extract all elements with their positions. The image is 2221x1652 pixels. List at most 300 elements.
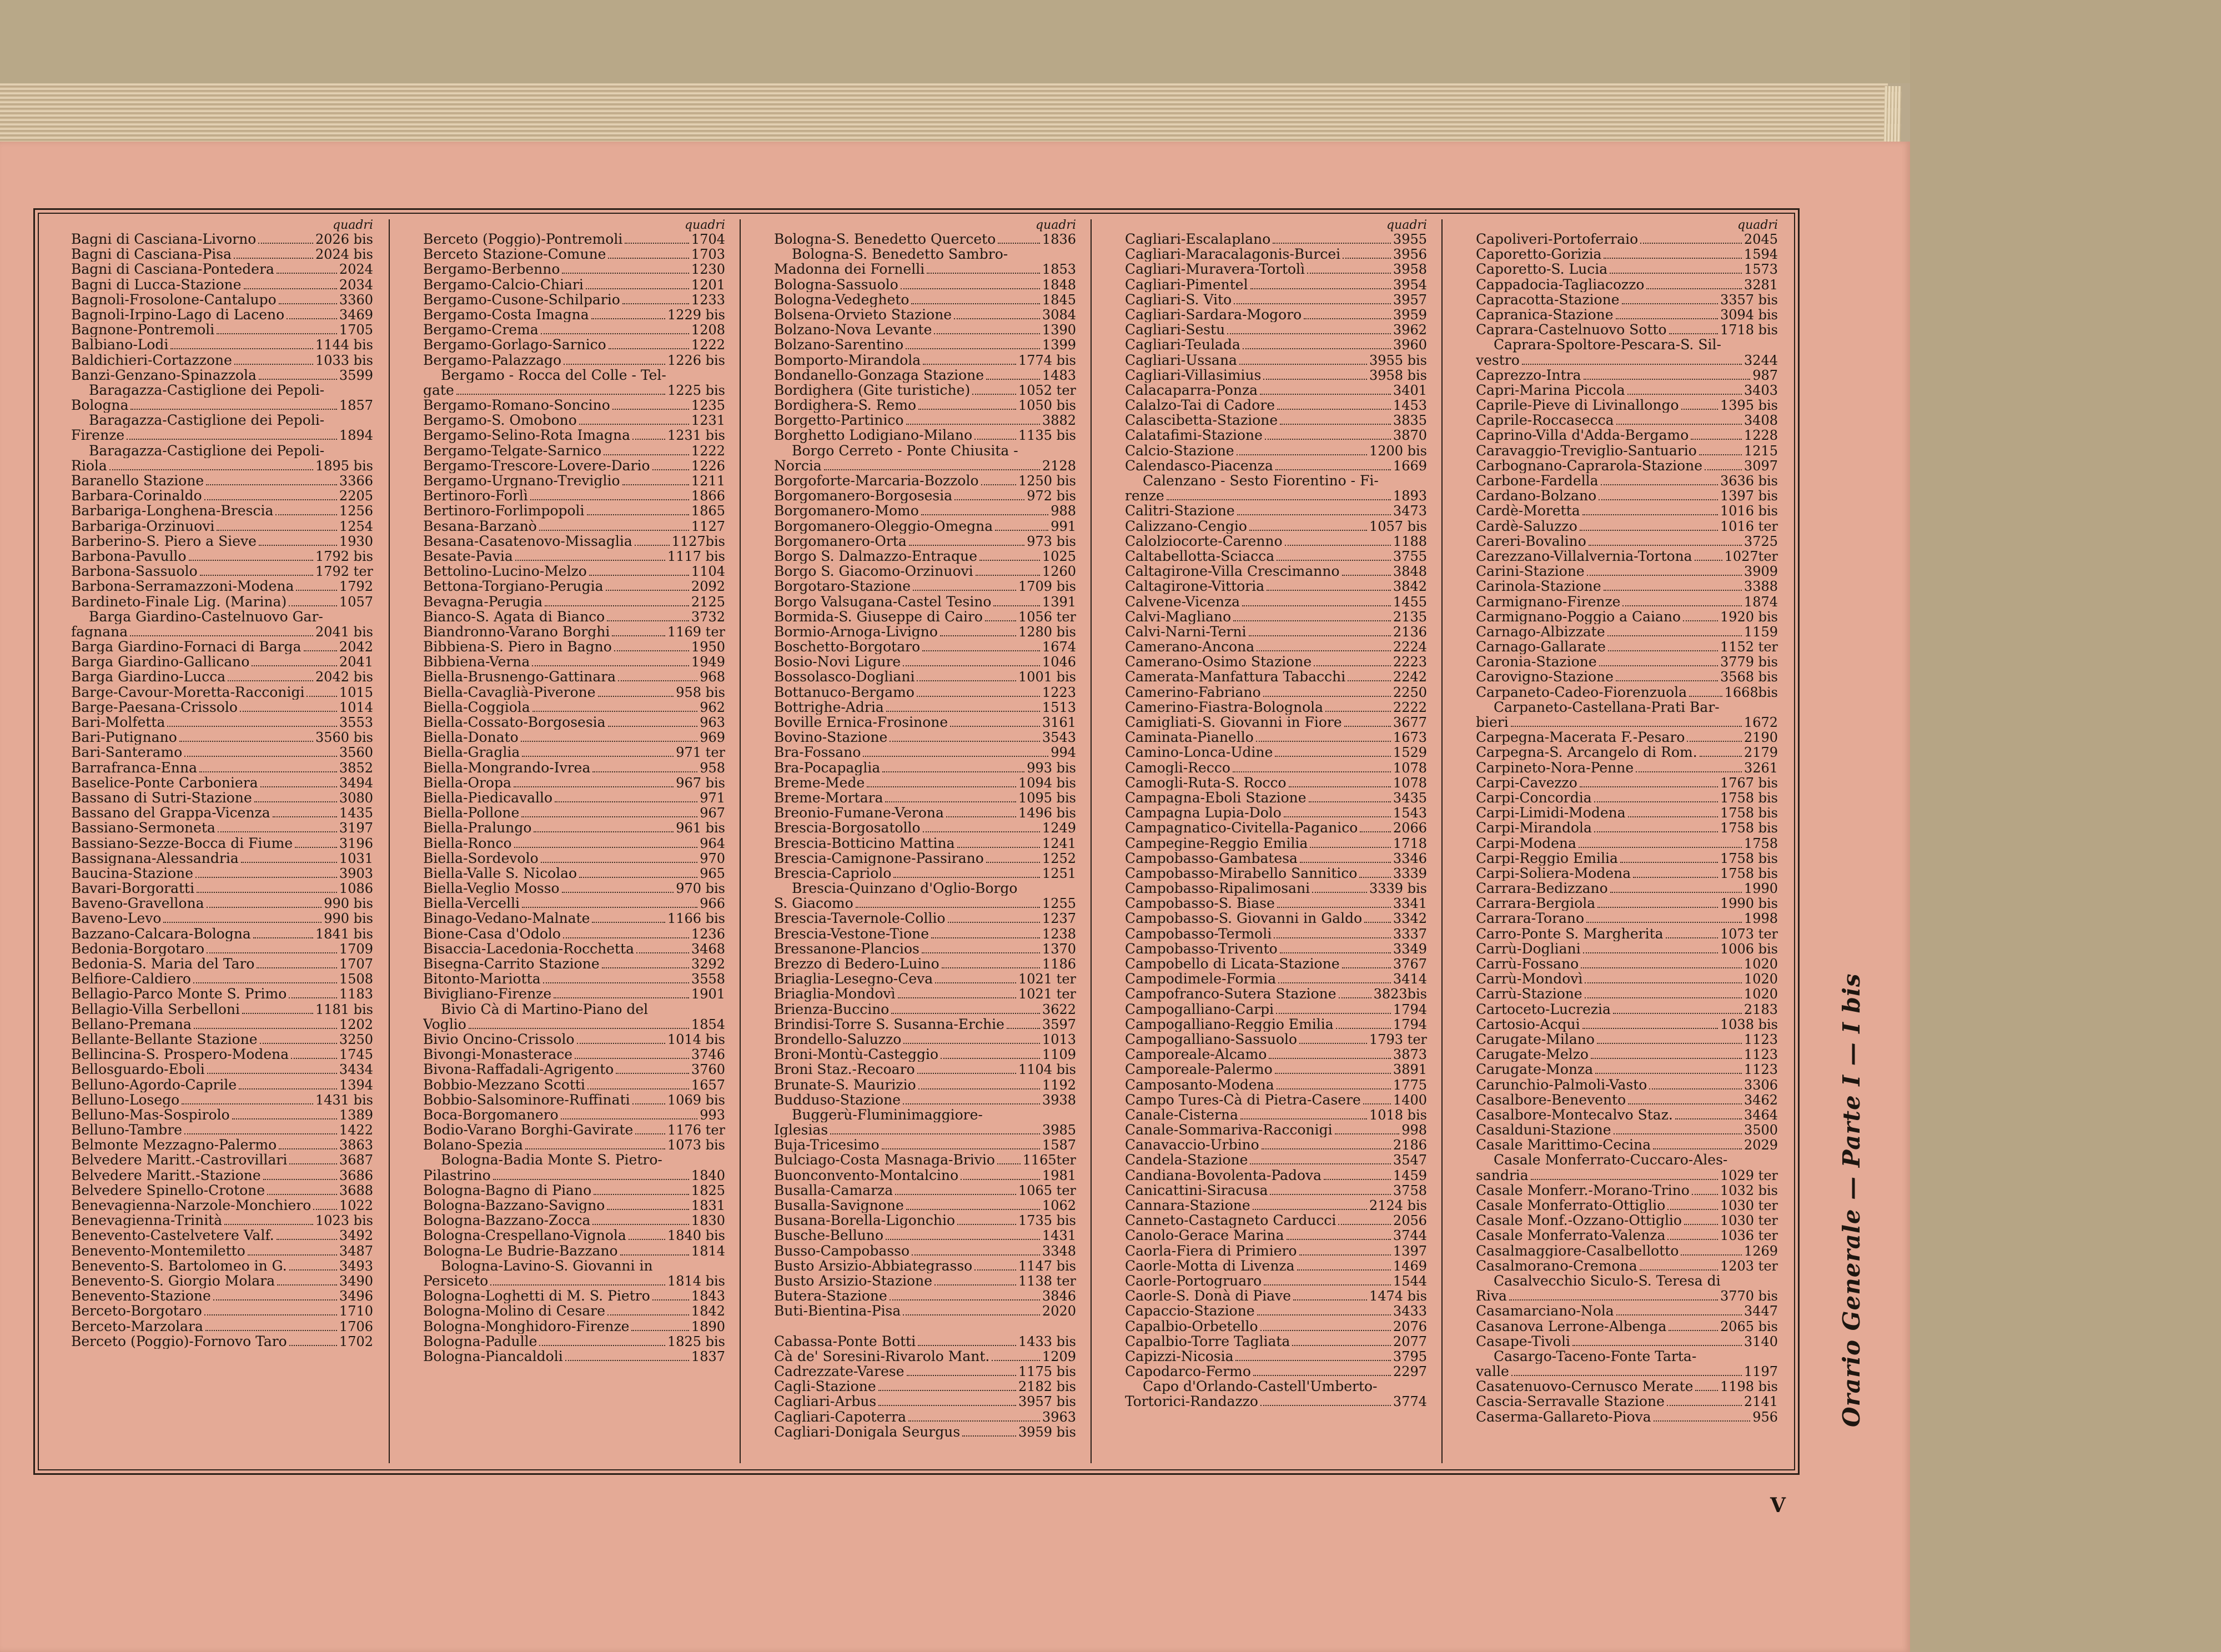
route-name: Bologna-Monghidoro-Firenze [423, 1318, 630, 1334]
quadro-number: 1483 [1042, 367, 1076, 383]
route-name: Caprile-Roccasecca [1476, 413, 1614, 428]
index-entry [1443, 1198, 1787, 1213]
route-name: Caravaggio-Treviglio-Santuario [1476, 443, 1697, 458]
index-entry [1443, 1077, 1787, 1092]
route-name: Capodarco-Fermo [1125, 1364, 1251, 1379]
route-name: Besana-Barzanò [423, 518, 537, 534]
route-name: Bellano-Premana [71, 1016, 192, 1032]
quadro-number: 1391 [1042, 594, 1076, 610]
quadro-number: 2297 [1393, 1364, 1427, 1380]
dot-leader [184, 1133, 337, 1134]
quadro-number: 1169 ter [667, 624, 725, 640]
index-entry [741, 1409, 1085, 1424]
route-name: Buggerù-Fluminimaggiore- [792, 1107, 983, 1123]
index-entry [390, 1152, 734, 1167]
index-entry [390, 1062, 734, 1077]
index-entry [390, 353, 734, 368]
route-name: Busche-Belluno [774, 1228, 884, 1243]
dot-leader [622, 303, 689, 304]
dot-leader [1277, 1088, 1391, 1089]
quadri-header: quadri [1035, 219, 1076, 232]
quadro-number: 3957 [1393, 292, 1427, 308]
route-name: Boschetto-Borgotaro [774, 639, 921, 655]
index-entry [1443, 1228, 1787, 1243]
index-entry [741, 805, 1085, 820]
dot-leader [890, 1299, 1040, 1300]
dot-leader [1691, 439, 1742, 440]
index-entry [38, 247, 382, 262]
dot-leader [1511, 1375, 1742, 1376]
quadro-number: 2250 [1393, 684, 1427, 700]
route-name: Carro-Ponte S. Margherita [1476, 926, 1664, 941]
route-name: Baragazza-Castiglione dei Pepoli- [89, 413, 325, 428]
route-name: Campobasso-S. Giovanni in Galdo [1125, 911, 1363, 926]
route-name: Carbone-Fardella [1476, 473, 1599, 489]
dot-leader [922, 650, 1040, 651]
index-entry [390, 730, 734, 745]
index-entry [1092, 277, 1436, 292]
route-name: Bardineto-Finale Lig. (Marina) [71, 594, 287, 609]
dot-leader [1653, 1148, 1742, 1149]
route-name: Bologna-Bazzano-Zocca [423, 1213, 591, 1228]
dot-leader [240, 711, 337, 712]
dot-leader [493, 1179, 689, 1180]
dot-leader [1700, 756, 1742, 757]
dot-leader [1304, 318, 1391, 319]
quadro-number: 1390 [1042, 322, 1076, 338]
dot-leader [940, 635, 1016, 636]
quadro-number: 2205 [339, 488, 373, 504]
page-number: V [1770, 1494, 1786, 1517]
index-entry [741, 669, 1085, 684]
quadro-number: 1046 [1042, 654, 1076, 670]
dot-leader [563, 937, 689, 938]
route-name: Bra-Pocapaglia [774, 760, 881, 775]
quadro-number: 3963 [1042, 1409, 1076, 1425]
quadro-number: 970 [700, 850, 725, 866]
quadro-number: 3337 [1393, 926, 1427, 942]
index-entry [741, 956, 1085, 971]
dot-leader [1687, 741, 1742, 742]
index-entry [1443, 383, 1787, 398]
dot-leader [981, 484, 1016, 485]
route-name: Buti-Bientina-Pisa [774, 1303, 901, 1319]
quadro-number: 1254 [339, 518, 373, 534]
index-entry [1443, 730, 1787, 745]
dot-leader [1274, 937, 1391, 938]
dot-leader [974, 1269, 1016, 1271]
dot-leader [224, 1224, 313, 1225]
index-entry [1443, 639, 1787, 654]
quadro-number: 1866 [691, 488, 725, 504]
quadro-number: 3401 [1393, 382, 1427, 398]
route-name: Bagni di Casciana-Pontedera [71, 262, 274, 277]
dot-leader [1675, 1118, 1742, 1119]
index-entry [1092, 232, 1436, 247]
quadro-number: 3357 bis [1720, 292, 1778, 308]
dot-leader [277, 1239, 337, 1240]
route-name: Borgomanero-Borgosesia [774, 488, 953, 504]
route-name: Barberino-S. Piero a Sieve [71, 533, 257, 549]
quadro-number: 3755 [1393, 548, 1427, 564]
index-entry [741, 851, 1085, 866]
quadro-number: 993 bis [1027, 760, 1076, 776]
index-entry [741, 700, 1085, 715]
quadro-number: 1104 bis [1018, 1062, 1076, 1078]
quadro-number: 962 [700, 699, 725, 715]
index-entry [741, 1002, 1085, 1017]
route-name: Capranica-Stazione [1476, 307, 1614, 323]
index-entry [390, 971, 734, 986]
quadro-number: 1030 ter [1720, 1213, 1778, 1229]
route-name: Berceto (Poggio)-Fornovo Taro [71, 1333, 287, 1349]
quadro-number: 1208 [691, 322, 725, 338]
index-entry [741, 1364, 1085, 1379]
dot-leader [1324, 1179, 1391, 1180]
index-entry [1443, 1364, 1787, 1379]
index-entry [741, 232, 1085, 247]
quadro-number: 1399 [1042, 337, 1076, 353]
route-name: Bottanuco-Bergamo [774, 684, 914, 700]
quadro-number: 1758 bis [1720, 820, 1778, 836]
route-name: Barga Giardino-Fornaci di Barga [71, 639, 302, 655]
route-name: vestro [1476, 352, 1520, 368]
dot-leader [1699, 454, 1742, 455]
quadro-number: 1014 bis [667, 1031, 725, 1047]
dot-leader [1667, 1239, 1718, 1240]
route-name: Caorle-S. Donà di Piave [1125, 1288, 1292, 1304]
quadro-number: 2056 [1393, 1213, 1427, 1229]
route-name: S. Giacomo [774, 896, 853, 911]
dot-leader [587, 514, 689, 515]
route-name: Bisaccia-Lacedonia-Rocchetta [423, 941, 635, 957]
dot-leader [1262, 1148, 1391, 1149]
dot-leader [652, 1299, 689, 1300]
dot-leader [1249, 635, 1391, 636]
index-entry [390, 1047, 734, 1062]
index-entry [38, 443, 382, 458]
index-entry [1092, 1183, 1436, 1198]
index-entry [390, 1002, 734, 1017]
index-entry [390, 1258, 734, 1273]
quadro-number: 1758 [1743, 835, 1778, 851]
index-entry [390, 413, 734, 428]
dot-leader [241, 862, 337, 863]
index-entry [1092, 1092, 1436, 1107]
quadro-number: 2182 bis [1018, 1379, 1076, 1395]
quadro-number: 3388 [1743, 579, 1778, 595]
dot-leader [1285, 545, 1391, 546]
dot-leader [1589, 545, 1742, 546]
quadro-number: 1709 bis [1018, 579, 1076, 595]
quadro-number: 1230 [691, 262, 725, 278]
index-entry [741, 1152, 1085, 1167]
route-name: Briaglia-Lesegno-Ceva [774, 971, 933, 987]
index-entry [390, 383, 734, 398]
quadro-number: 1496 bis [1018, 805, 1076, 821]
index-entry [390, 1168, 734, 1183]
quadro-number: 1710 [339, 1303, 373, 1319]
index-entry [1092, 534, 1436, 549]
route-name: Benevento-Montemiletto [71, 1243, 245, 1258]
quadro-number: 3366 [339, 473, 373, 489]
dot-leader [127, 439, 337, 440]
quadro-number: 1453 [1393, 398, 1427, 414]
dot-leader [1667, 1209, 1718, 1210]
route-name: Casape-Tivoli [1476, 1333, 1570, 1349]
quadro-number: 1890 [691, 1318, 725, 1334]
dot-leader [1595, 1073, 1742, 1074]
index-entry [38, 1122, 382, 1137]
index-entry [1443, 1152, 1787, 1167]
route-name: Campagnatico-Civitella-Paganico [1125, 820, 1358, 836]
index-entry [1092, 760, 1436, 775]
index-entry [1443, 277, 1787, 292]
route-name: Carpi-Cavezzo [1476, 775, 1577, 790]
quadro-number: 1209 [1042, 1348, 1076, 1364]
quadro-number: 3687 [339, 1152, 373, 1168]
dot-leader [895, 1194, 1016, 1195]
quadro-number: 3957 bis [1018, 1394, 1076, 1410]
dot-leader [612, 635, 665, 636]
dot-leader [629, 1239, 665, 1240]
index-entry [38, 896, 382, 911]
route-name: Belluno-Losego [71, 1092, 180, 1107]
quadro-number: 3758 [1393, 1182, 1427, 1198]
route-name: Calatafimi-Stazione [1125, 428, 1263, 443]
quadro-number: 3494 [339, 775, 373, 791]
dot-leader [287, 318, 337, 319]
quadro-number: 1238 [1042, 926, 1076, 942]
dot-leader [995, 530, 1048, 531]
index-entry [38, 564, 382, 579]
quadro-number: 3292 [691, 956, 725, 972]
dot-leader [1580, 786, 1718, 787]
quadro-number: 1718 bis [1720, 322, 1778, 338]
route-name: Calvi-Narni-Terni [1125, 624, 1247, 640]
index-entry [741, 609, 1085, 624]
dot-leader [296, 590, 336, 591]
dot-leader [942, 967, 1040, 968]
index-entry [1092, 1364, 1436, 1379]
route-name: Biella-Cavaglià-Piverone [423, 684, 596, 700]
index-entry [1443, 594, 1787, 609]
route-name: Bassano del Grappa-Vicenza [71, 805, 270, 821]
index-entry [38, 1137, 382, 1152]
index-entry [38, 986, 382, 1001]
dot-leader [1275, 1073, 1391, 1074]
dot-leader [606, 590, 689, 591]
quadro-number: 1052 ter [1018, 382, 1076, 398]
quadro-number: 3469 [339, 307, 373, 323]
dot-leader [1267, 590, 1391, 591]
index-entry [741, 579, 1085, 594]
index-entry [390, 428, 734, 443]
route-name: Canale-Cisterna [1125, 1107, 1239, 1123]
route-name: Barrafranca-Enna [71, 760, 198, 775]
index-entry [1092, 428, 1436, 443]
dot-leader [295, 847, 337, 848]
route-name: Campogalliano-Sassuolo [1125, 1031, 1298, 1047]
dot-leader [1628, 1103, 1742, 1104]
route-name: Cagli-Stazione [774, 1379, 876, 1394]
dot-leader [948, 922, 1040, 923]
quadro-number: 1981 [1042, 1167, 1076, 1183]
dot-leader [244, 288, 337, 289]
dot-leader [1586, 922, 1742, 923]
route-name: Carpi-Modena [1476, 835, 1576, 851]
route-name: sandria [1476, 1167, 1529, 1183]
dot-leader [1270, 1194, 1390, 1195]
dot-leader [1314, 665, 1391, 666]
quadro-number: 3341 [1393, 896, 1427, 912]
quadro-number: 1027ter [1724, 548, 1778, 564]
route-name: Carrù-Fossano [1476, 956, 1579, 972]
index-entry [741, 1273, 1085, 1288]
dot-leader [957, 847, 1040, 848]
index-entry [38, 775, 382, 790]
index-entry [38, 413, 382, 428]
route-name: Carpaneto-Cadeo-Fiorenzuola [1476, 684, 1687, 700]
dot-leader [1582, 1028, 1718, 1029]
index-entry [1443, 1213, 1787, 1228]
index-entry [1092, 322, 1436, 337]
quadro-number: 3492 [339, 1228, 373, 1244]
quadro-number: 964 [700, 835, 725, 851]
dot-leader [1669, 333, 1718, 334]
index-entry [741, 549, 1085, 564]
dot-leader [1299, 1254, 1391, 1256]
side-title: Orario Generale — Parte I — I bis [1838, 973, 1865, 1427]
index-entry [1443, 1047, 1787, 1062]
dot-leader [950, 726, 1040, 727]
quadro-number: 1229 bis [667, 307, 725, 323]
route-name: Campobasso-Ripalimosani [1125, 881, 1310, 896]
dot-leader [1260, 1405, 1391, 1406]
quadro-number: 1397 [1393, 1243, 1427, 1259]
index-entry [390, 1213, 734, 1228]
route-name: Balbiano-Lodi [71, 337, 169, 353]
dot-leader [591, 318, 665, 319]
dot-leader [1275, 469, 1391, 470]
index-entry [1443, 564, 1787, 579]
dot-leader [934, 1284, 1016, 1286]
dot-leader [998, 243, 1040, 244]
index-entry [1092, 1243, 1436, 1258]
index-entry [1092, 1062, 1436, 1077]
route-name: Biella-Coggiola [423, 699, 530, 715]
quadro-number: 3846 [1042, 1288, 1076, 1304]
quadro-number: 2024 bis [315, 247, 373, 263]
index-entry [1443, 624, 1787, 639]
quadro-number: 1231 [691, 413, 725, 429]
dot-leader [1289, 786, 1391, 787]
index-entry [390, 866, 734, 881]
index-entry [1443, 820, 1787, 835]
index-entry [38, 322, 382, 337]
dot-leader [592, 922, 665, 923]
dot-leader [631, 1330, 689, 1331]
dot-leader [607, 1209, 689, 1210]
route-name: Carpi-Mirandola [1476, 820, 1592, 836]
route-name: Benevento-Stazione [71, 1288, 211, 1304]
route-name: Canolo-Gerace Marina [1125, 1228, 1284, 1243]
index-entry [1443, 1137, 1787, 1152]
quadro-number: 1894 [339, 428, 373, 444]
route-name: Barge-Cavour-Moretta-Racconigi [71, 684, 305, 700]
index-entry [1443, 790, 1787, 805]
dot-leader [1344, 726, 1391, 727]
index-entry [1443, 534, 1787, 549]
route-name: Canavaccio-Urbino [1125, 1137, 1259, 1153]
dot-leader [234, 258, 313, 259]
dot-leader [1243, 348, 1391, 349]
index-entry [390, 760, 734, 775]
quadro-number: 2128 [1042, 458, 1076, 474]
quadro-number: 1123 [1743, 1031, 1778, 1047]
index-entry [38, 1168, 382, 1183]
dot-leader [917, 680, 1016, 681]
dot-leader [927, 273, 1040, 274]
dot-leader [922, 952, 1040, 953]
index-entry [1092, 398, 1436, 413]
quadro-number: 1018 bis [1369, 1107, 1427, 1123]
quadro-number: 1459 [1393, 1167, 1427, 1183]
quadro-number: 1865 [691, 503, 725, 519]
quadro-number: 1020 [1743, 986, 1778, 1002]
route-name: Bione-Casa d'Odolo [423, 926, 561, 941]
quadro-number: 2179 [1743, 745, 1778, 761]
quadro-number: 1001 bis [1018, 669, 1076, 685]
index-entry [741, 1319, 1085, 1334]
index-entry [741, 594, 1085, 609]
route-name: Bettolino-Lucino-Melzo [423, 564, 587, 579]
index-entry [1443, 745, 1787, 760]
quadro-number: 1397 bis [1720, 488, 1778, 504]
index-entry [1092, 1319, 1436, 1334]
quadro-number: 1543 [1393, 805, 1427, 821]
index-entry [1092, 1017, 1436, 1032]
route-name: Brescia-Borgosatollo [774, 820, 921, 836]
route-name: Borgo S. Dalmazzo-Entraque [774, 548, 978, 564]
quadro-number: 1147 bis [1018, 1258, 1076, 1274]
quadro-number: 1062 [1042, 1198, 1076, 1213]
route-name: Casalbore-Montecalvo Staz. [1476, 1107, 1673, 1123]
route-name: Bisegna-Carrito Stazione [423, 956, 600, 972]
index-entry [1443, 941, 1787, 956]
dot-leader [575, 1058, 689, 1059]
route-name: Biella-Vercelli [423, 896, 520, 911]
quadro-number: 3197 [339, 820, 373, 836]
index-entry [1092, 262, 1436, 277]
index-entry [1443, 1243, 1787, 1258]
index-entry [390, 277, 734, 292]
quadro-number: 3496 [339, 1288, 373, 1304]
route-name: Bagnoli-Frosolone-Cantalupo [71, 292, 277, 307]
quadro-number: 1529 [1393, 745, 1427, 761]
quadro-number: 3686 [339, 1167, 373, 1183]
index-entry [1443, 1303, 1787, 1318]
quadro-number: 1389 [339, 1107, 373, 1123]
dot-leader [555, 801, 697, 802]
dot-leader [986, 862, 1040, 863]
dot-leader [1649, 1088, 1742, 1089]
route-name: Bovino-Stazione [774, 730, 888, 745]
route-name: Berceto-Marzolara [71, 1318, 203, 1334]
index-entry [1092, 1107, 1436, 1122]
index-entry [1092, 383, 1436, 398]
index-entry [1092, 564, 1436, 579]
